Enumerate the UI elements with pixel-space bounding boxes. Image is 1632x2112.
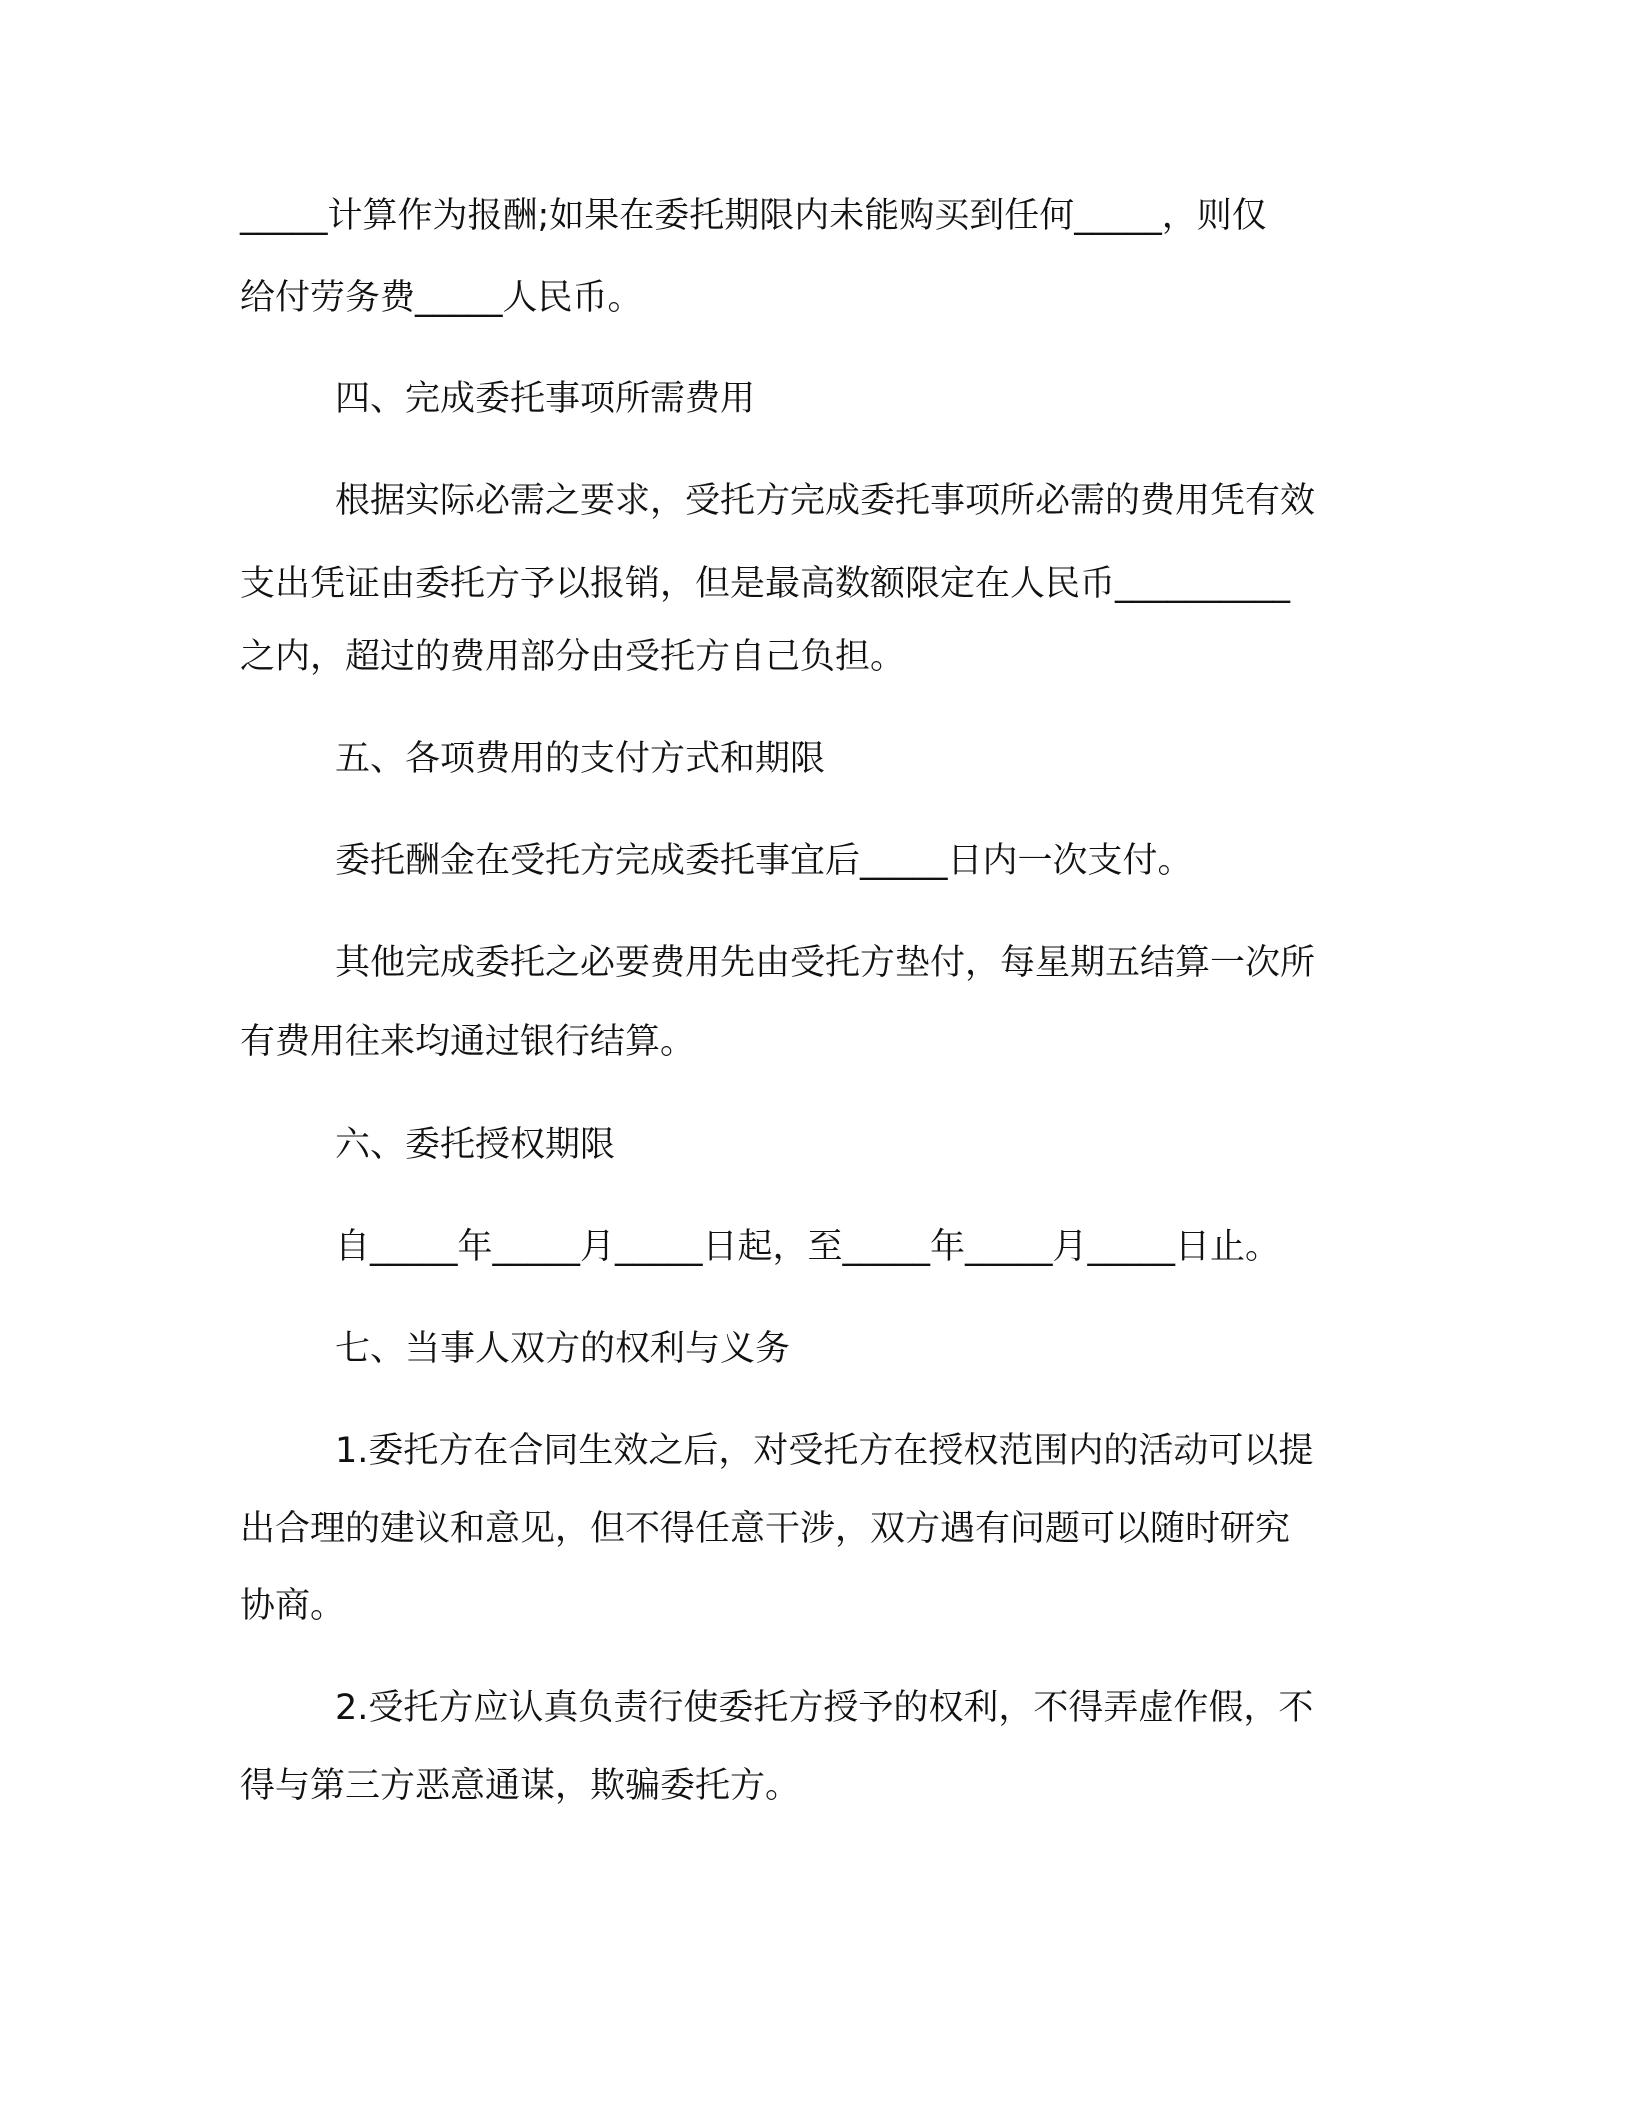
text-line-14: 1.委托方在合同生效之后，对受托方在授权范围内的活动可以提 bbox=[335, 1431, 1314, 1471]
text-line-16: 协商。 bbox=[240, 1586, 346, 1626]
section-heading-7: 七、当事人双方的权利与义务 bbox=[335, 1329, 791, 1369]
text-line-17: 2.受托方应认真负责行使委托方授予的权利，不得弄虚作假，不 bbox=[335, 1688, 1314, 1728]
section-heading-5: 五、各项费用的支付方式和期限 bbox=[335, 739, 826, 779]
text-line-5: 支出凭证由委托方予以报销，但是最高数额限定在人民币__________ bbox=[240, 564, 1291, 604]
text-line-18: 得与第三方恶意通谋，欺骗委托方。 bbox=[240, 1766, 801, 1806]
text-line-8: 委托酬金在受托方完成委托事宜后_____日内一次支付。 bbox=[335, 841, 1193, 881]
text-line-1: _____计算作为报酬;如果在委托期限内未能购买到任何_____，则仅 bbox=[240, 196, 1267, 236]
text-line-9: 其他完成委托之必要费用先由受托方垫付，每星期五结算一次所 bbox=[335, 943, 1316, 983]
text-line-10: 有费用往来均通过银行结算。 bbox=[240, 1022, 696, 1062]
date-range-line: 自_____年_____月_____日起，至_____年_____月_____日止。 bbox=[335, 1227, 1281, 1267]
text-line-15: 出合理的建议和意见，但不得任意干涉，双方遇有问题可以随时研究 bbox=[240, 1509, 1291, 1549]
section-heading-4: 四、完成委托事项所需费用 bbox=[335, 379, 756, 419]
text-line-4: 根据实际必需之要求，受托方完成委托事项所必需的费用凭有效 bbox=[335, 481, 1316, 521]
text-line-6: 之内，超过的费用部分由受托方自己负担。 bbox=[240, 637, 906, 677]
text-line-2: 给付劳务费_____人民币。 bbox=[240, 278, 643, 318]
section-heading-6: 六、委托授权期限 bbox=[335, 1125, 616, 1165]
